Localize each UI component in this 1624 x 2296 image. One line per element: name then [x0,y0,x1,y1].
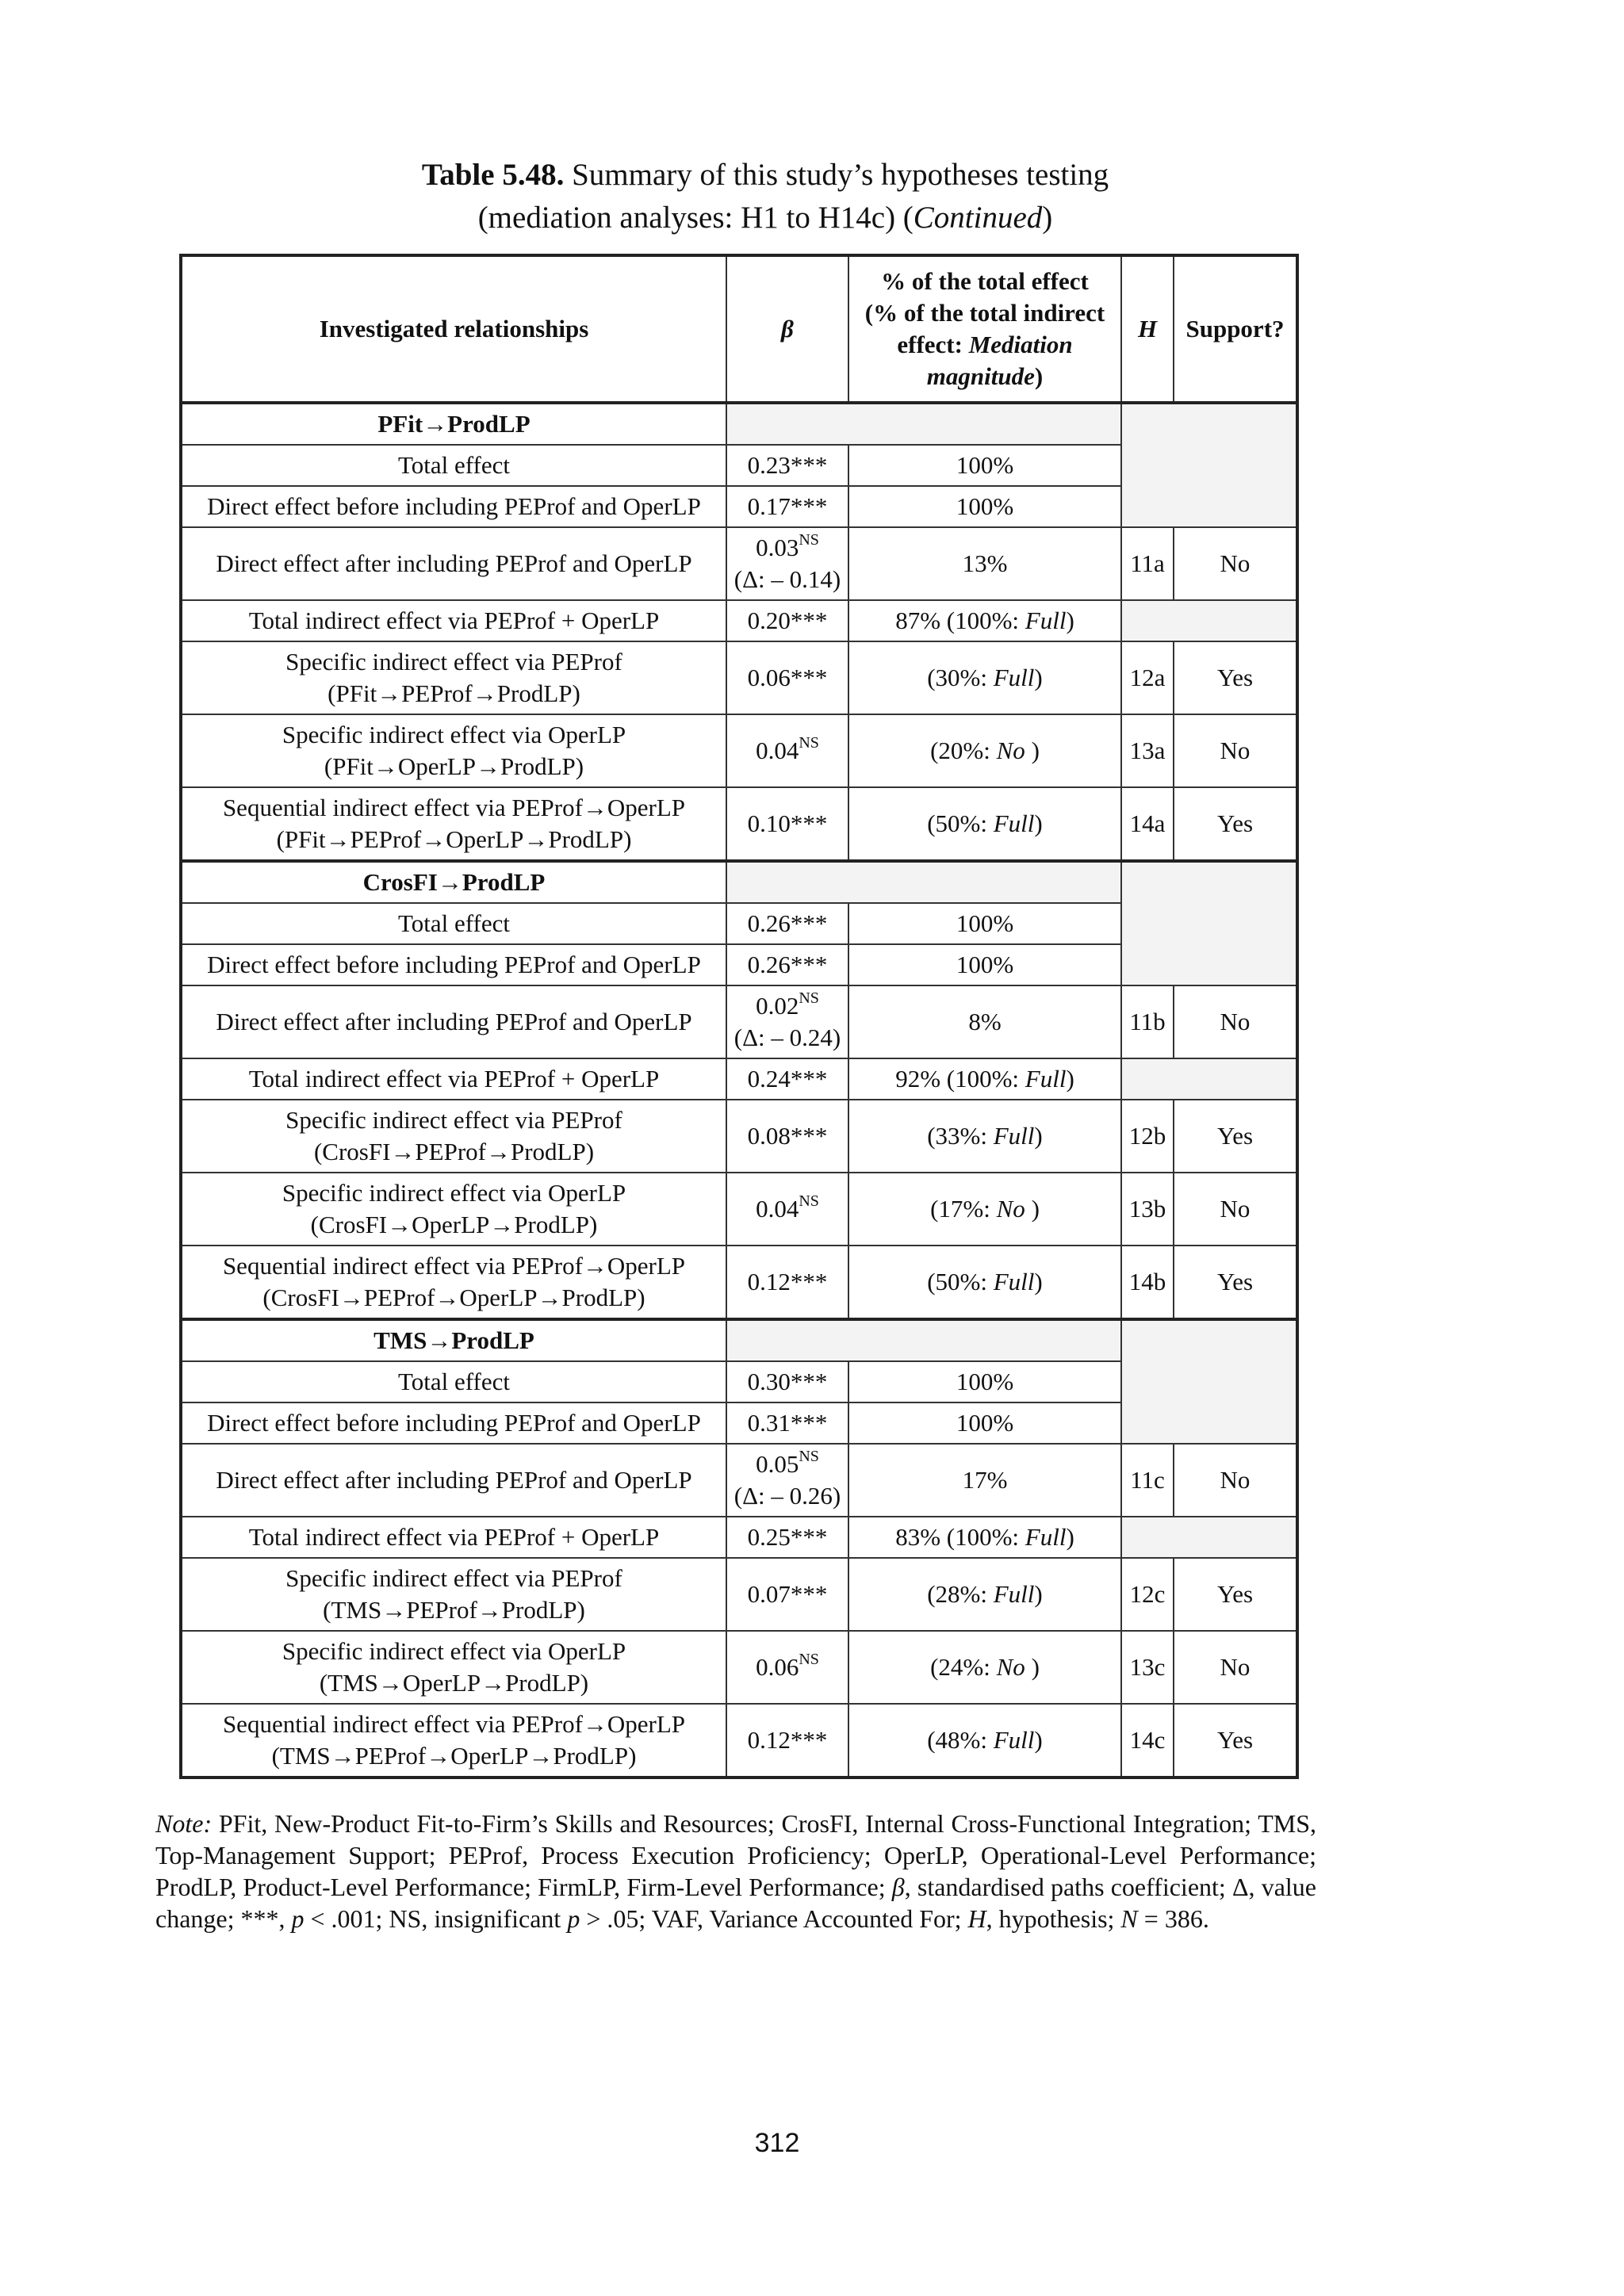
relationship-cell [181,445,726,486]
significance-sup: NS [799,734,819,752]
beta-cell [726,1246,848,1319]
header-percent-line3 [852,329,1117,361]
group-name: PFit→ProdLP [377,410,530,438]
percent-cell [848,1100,1121,1173]
percent-cell [848,1402,1121,1444]
beta-value: 0.12*** [747,1726,828,1754]
group-shade-cell-right [1121,403,1297,527]
group-shade-cell [726,1319,1121,1361]
delta-value: (Δ: – 0.26) [733,1482,841,1510]
percent-cell [848,944,1121,985]
percent-cell [848,486,1121,527]
beta-cell [726,714,848,787]
support-value: No [1220,1008,1251,1035]
header-percent-line1: % of the total effect [881,267,1089,295]
beta-cell [726,486,848,527]
hypothesis-cell [1121,1558,1174,1631]
percent-post: ) [1066,1523,1074,1551]
relationship-cell [181,1517,726,1558]
table-note [155,1808,1316,1934]
beta-value: 0.30*** [747,1368,828,1395]
table-row [181,1517,1297,1558]
relationship-path: (CrosFI→OperLP→ProdLP) [310,1211,598,1238]
percent-pre: (17%: [930,1195,997,1223]
percent-post: ) [1034,1268,1043,1295]
hypothesis-id: 12b [1128,1122,1166,1150]
hypothesis-id: 12a [1129,664,1166,691]
support-value: No [1220,737,1251,764]
relationship-path: (TMS→PEProf→OperLP→ProdLP) [271,1742,637,1770]
support-cell [1174,1704,1297,1777]
table-row [181,1704,1297,1777]
percent-cell [848,1704,1121,1777]
percent-value: 100% [956,492,1014,520]
percent-cell [848,787,1121,861]
mediation-type: Full [993,1268,1035,1295]
mediation-type: Full [993,1726,1035,1754]
shade-cell [1121,1058,1297,1100]
beta-cell [726,787,848,861]
hypothesis-id: 14a [1129,809,1166,837]
relationship-cell [181,1100,726,1173]
hypotheses-table [179,254,1299,1779]
relationship-cell [181,714,726,787]
mediation-type: Full [1025,1523,1067,1551]
support-value: Yes [1216,1268,1254,1295]
beta-line [730,990,845,1022]
beta-cell [726,600,848,641]
relationship-label: Specific indirect effect via PEProf [285,648,622,675]
support-cell [1174,641,1297,714]
group-header-row [181,1319,1297,1361]
note-text-4: > .05; VAF, Variance Accounted For; [580,1904,968,1933]
relationship-cell [181,1058,726,1100]
hypothesis-cell [1121,527,1174,600]
beta-value: 0.20*** [747,607,828,634]
percent-pre: (28%: [927,1580,994,1608]
relationship-label: Sequential indirect effect via PEProf→OperLP [222,1710,686,1738]
relationship-cell [181,641,726,714]
relationship-label: Specific indirect effect via OperLP [282,721,626,748]
beta-value: 0.23*** [747,451,828,479]
percent-value: 100% [956,951,1014,978]
percent-post: ) [1025,737,1040,764]
percent-value: 100% [956,1368,1014,1395]
percent-pre: 87% (100%: [895,607,1025,634]
relationship-cell [181,1631,726,1704]
beta-cell [726,1444,848,1517]
note-n: N [1120,1904,1138,1933]
note-text-5: , hypothesis; [986,1904,1121,1933]
percent-cell [848,1058,1121,1100]
support-value: No [1220,1466,1251,1494]
support-value: Yes [1216,1580,1254,1608]
percent-cell [848,527,1121,600]
table-row [181,1173,1297,1246]
note-text-1: PFit, New-Product Fit-to-Firm’s Skills and Resources; CrosFI, Internal Cross-Functional Integration; TMS, Top-Management Support; PEProf, Process Execution Proficiency; OperLP, Operational-Level Performance; ProdLP, Product-Level Performance; FirmLP, Firm-Level Performance; [155,1809,1316,1901]
beta-line [730,1448,845,1480]
percent-post: ) [1034,1580,1043,1608]
group-name-cell [181,861,726,903]
beta-value: 0.12*** [747,1268,828,1295]
support-value: No [1220,1653,1251,1681]
hypothesis-cell [1121,1704,1174,1777]
support-value: Yes [1216,1726,1254,1754]
hypothesis-cell [1121,787,1174,861]
percent-post: ) [1025,1653,1040,1681]
hypothesis-cell [1121,1444,1174,1517]
beta-line [730,532,845,564]
header-percent-line4-post: ) [1034,362,1044,390]
relationship-label: Direct effect after including PEProf and OperLP [216,549,692,577]
group-header-row [181,403,1297,445]
table-row [181,787,1297,861]
relationship-label: Total effect [398,1368,510,1395]
header-percent-line4 [852,361,1117,392]
header-percent-line3-ital: Mediation [968,331,1073,358]
beta-value: 0.06*** [747,664,828,691]
percent-pre: 92% (100%: [895,1065,1025,1093]
beta-value: 0.02 [756,992,799,1020]
support-value: No [1220,549,1251,577]
percent-cell [848,1361,1121,1402]
beta-value: 0.25*** [747,1523,828,1551]
mediation-type: Full [1025,607,1067,634]
group-name-cell [181,1319,726,1361]
percent-cell [848,445,1121,486]
mediation-type: No [996,737,1025,764]
relationship-label: Specific indirect effect via OperLP [282,1637,626,1665]
support-value: No [1220,1195,1251,1223]
table-caption [0,154,1530,239]
relationship-label: Sequential indirect effect via PEProf→OperLP [222,794,686,821]
percent-value: 100% [956,451,1014,479]
beta-value: 0.17*** [747,492,828,520]
relationship-label: Specific indirect effect via OperLP [282,1179,626,1207]
note-text-6: = 386. [1137,1904,1209,1933]
header-percent-line4-ital: magnitude [926,362,1035,390]
shade-cell [1121,1517,1297,1558]
percent-cell [848,985,1121,1058]
percent-post: ) [1025,1195,1040,1223]
beta-cell [726,903,848,944]
note-p1: p [291,1904,304,1933]
hypothesis-id: 12c [1129,1580,1166,1608]
hypothesis-cell [1121,714,1174,787]
support-cell [1174,1173,1297,1246]
header-percent-line2: (% of the total indirect [864,299,1105,327]
table-row [181,527,1297,600]
percent-post: ) [1034,809,1043,837]
percent-value: 100% [956,1409,1014,1437]
group-shade-cell [726,403,1121,445]
hypotheses-table-wrapper [179,254,1296,1779]
caption-label: Table 5.48. [421,158,565,192]
beta-cell [726,1517,848,1558]
support-cell [1174,1631,1297,1704]
percent-value: 17% [962,1466,1008,1494]
hypothesis-id: 11c [1130,1466,1165,1494]
caption-line-1 [0,154,1530,197]
percent-cell [848,903,1121,944]
table-row [181,600,1297,641]
relationship-path: (PFit→PEProf→OperLP→ProdLP) [276,825,632,853]
group-name: CrosFI→ProdLP [362,868,546,896]
relationship-path: (TMS→OperLP→ProdLP) [319,1669,589,1697]
header-relationships: Investigated relationships [181,255,726,403]
caption-line2-post: ) [1042,201,1053,235]
relationship-label: Total indirect effect via PEProf + OperLP [248,1523,660,1551]
relationship-label: Direct effect before including PEProf and OperLP [207,492,701,520]
percent-pre: (24%: [930,1653,997,1681]
mediation-type: Full [993,1580,1035,1608]
percent-value: 8% [968,1008,1002,1035]
hypothesis-id: 11a [1130,549,1165,577]
hypothesis-id: 13a [1129,737,1166,764]
table-row [181,714,1297,787]
group-shade-cell-right [1121,1319,1297,1444]
beta-value: 0.26*** [747,909,828,937]
beta-cell [726,1704,848,1777]
hypothesis-cell [1121,641,1174,714]
relationship-label: Total indirect effect via PEProf + OperLP [248,1065,660,1093]
support-cell [1174,1100,1297,1173]
table-row [181,1246,1297,1319]
percent-value: 13% [962,549,1008,577]
header-beta: β [726,255,848,403]
relationship-label: Total indirect effect via PEProf + OperLP [248,607,660,634]
significance-sup: NS [799,1192,819,1210]
table-row [181,1558,1297,1631]
percent-cell [848,1173,1121,1246]
table-header-row [181,255,1297,403]
note-text-2: , standardised paths coefficient; Δ, value change; ***, [155,1873,1317,1933]
support-value: Yes [1216,664,1254,691]
relationship-cell [181,527,726,600]
beta-value: 0.05 [756,1450,799,1478]
relationship-label: Direct effect before including PEProf and OperLP [207,951,701,978]
percent-cell [848,1444,1121,1517]
beta-value: 0.26*** [747,951,828,978]
caption-continued: Continued [913,201,1043,235]
table-row [181,985,1297,1058]
hypothesis-id: 14c [1129,1726,1166,1754]
support-cell [1174,985,1297,1058]
beta-cell [726,1402,848,1444]
relationship-label: Specific indirect effect via PEProf [285,1106,622,1134]
group-shade-cell [726,861,1121,903]
beta-cell [726,641,848,714]
percent-pre: 83% (100%: [895,1523,1025,1551]
note-p2: p [567,1904,580,1933]
hypothesis-id: 11b [1129,1008,1166,1035]
relationship-cell [181,1246,726,1319]
table-row [181,1058,1297,1100]
header-percent-line3-pre: effect: [897,331,969,358]
hypothesis-id: 13c [1129,1653,1166,1681]
significance-sup: NS [799,1651,819,1668]
hypothesis-cell [1121,1246,1174,1319]
percent-pre: (50%: [927,809,994,837]
significance-sup: NS [799,989,819,1007]
beta-cell [726,1100,848,1173]
percent-cell [848,600,1121,641]
relationship-label: Direct effect before including PEProf and OperLP [207,1409,701,1437]
relationship-cell [181,903,726,944]
beta-value: 0.07*** [747,1580,828,1608]
caption-line2-pre: (mediation analyses: H1 to H14c) ( [477,201,914,235]
beta-value: 0.08*** [747,1122,828,1150]
hypothesis-cell [1121,985,1174,1058]
percent-post: ) [1066,1065,1074,1093]
relationship-label: Specific indirect effect via PEProf [285,1564,622,1592]
hypothesis-id: 13b [1128,1195,1166,1223]
beta-cell [726,1558,848,1631]
support-cell [1174,527,1297,600]
percent-cell [848,1631,1121,1704]
percent-pre: (48%: [927,1726,994,1754]
percent-post: ) [1034,1726,1043,1754]
group-shade-cell-right [1121,861,1297,985]
mediation-type: Full [993,664,1035,691]
header-support: Support? [1174,255,1297,403]
beta-cell [726,1631,848,1704]
significance-sup: NS [799,1448,819,1465]
percent-pre: (30%: [927,664,994,691]
mediation-type: Full [1025,1065,1067,1093]
relationship-path: (TMS→PEProf→ProdLP) [323,1596,585,1624]
relationship-cell [181,944,726,985]
relationship-path: (CrosFI→PEProf→OperLP→ProdLP) [262,1284,645,1311]
beta-cell [726,1058,848,1100]
percent-cell [848,1558,1121,1631]
table-row [181,1444,1297,1517]
percent-cell [848,714,1121,787]
delta-value: (Δ: – 0.14) [733,565,841,593]
hypothesis-id: 14b [1128,1268,1166,1295]
percent-pre: (20%: [930,737,997,764]
note-beta: β [891,1873,905,1901]
relationship-path: (PFit→PEProf→ProdLP) [327,679,580,707]
beta-value: 0.31*** [747,1409,828,1437]
beta-value: 0.03 [756,534,799,561]
support-cell [1174,1246,1297,1319]
percent-post: ) [1066,607,1074,634]
relationship-cell [181,787,726,861]
mediation-type: Full [993,1122,1035,1150]
support-cell [1174,1444,1297,1517]
beta-cell [726,445,848,486]
relationship-cell [181,1173,726,1246]
percent-cell [848,641,1121,714]
percent-cell [848,1517,1121,1558]
group-name: TMS→ProdLP [373,1326,534,1354]
beta-value: 0.24*** [747,1065,828,1093]
delta-value: (Δ: – 0.24) [733,1024,841,1051]
hypothesis-cell [1121,1631,1174,1704]
beta-cell [726,1361,848,1402]
beta-value: 0.04 [756,737,799,764]
percent-pre: (50%: [927,1268,994,1295]
beta-cell [726,985,848,1058]
support-value: Yes [1216,809,1254,837]
relationship-cell [181,1361,726,1402]
caption-line-2 [0,197,1530,239]
hypothesis-cell [1121,1173,1174,1246]
relationship-cell [181,1402,726,1444]
support-cell [1174,714,1297,787]
relationship-path: (PFit→OperLP→ProdLP) [324,752,584,780]
table-row [181,641,1297,714]
relationship-label: Direct effect after including PEProf and OperLP [216,1008,692,1035]
table-row [181,1100,1297,1173]
shade-cell [1121,600,1297,641]
relationship-cell [181,600,726,641]
table-row [181,1631,1297,1704]
mediation-type: Full [993,809,1035,837]
note-h: H [967,1904,986,1933]
header-h: H [1121,255,1174,403]
significance-sup: NS [799,531,819,549]
group-name-cell [181,403,726,445]
relationship-cell [181,486,726,527]
relationship-label: Direct effect after including PEProf and OperLP [216,1466,692,1494]
beta-value: 0.06 [756,1653,799,1681]
beta-value: 0.04 [756,1195,799,1223]
relationship-label: Total effect [398,451,510,479]
support-value: Yes [1216,1122,1254,1150]
page-number: 312 [754,2128,800,2158]
beta-value: 0.10*** [747,809,828,837]
relationship-cell [181,1558,726,1631]
relationship-cell [181,1704,726,1777]
note-text-3: < .001; NS, insignificant [304,1904,568,1933]
note-label: Note: [155,1809,213,1838]
support-cell [1174,787,1297,861]
mediation-type: No [996,1653,1025,1681]
relationship-label: Total effect [398,909,510,937]
relationship-path: (CrosFI→PEProf→ProdLP) [313,1138,595,1165]
relationship-cell [181,985,726,1058]
relationship-cell [181,1444,726,1517]
percent-post: ) [1034,1122,1043,1150]
percent-value: 100% [956,909,1014,937]
header-percent [848,255,1121,403]
beta-cell [726,527,848,600]
relationship-label: Sequential indirect effect via PEProf→OperLP [222,1252,686,1280]
caption-title: Summary of this study’s hypotheses testing [564,158,1109,192]
percent-post: ) [1034,664,1043,691]
beta-cell [726,1173,848,1246]
percent-cell [848,1246,1121,1319]
group-header-row [181,861,1297,903]
support-cell [1174,1558,1297,1631]
hypothesis-cell [1121,1100,1174,1173]
beta-cell [726,944,848,985]
percent-pre: (33%: [927,1122,994,1150]
mediation-type: No [996,1195,1025,1223]
